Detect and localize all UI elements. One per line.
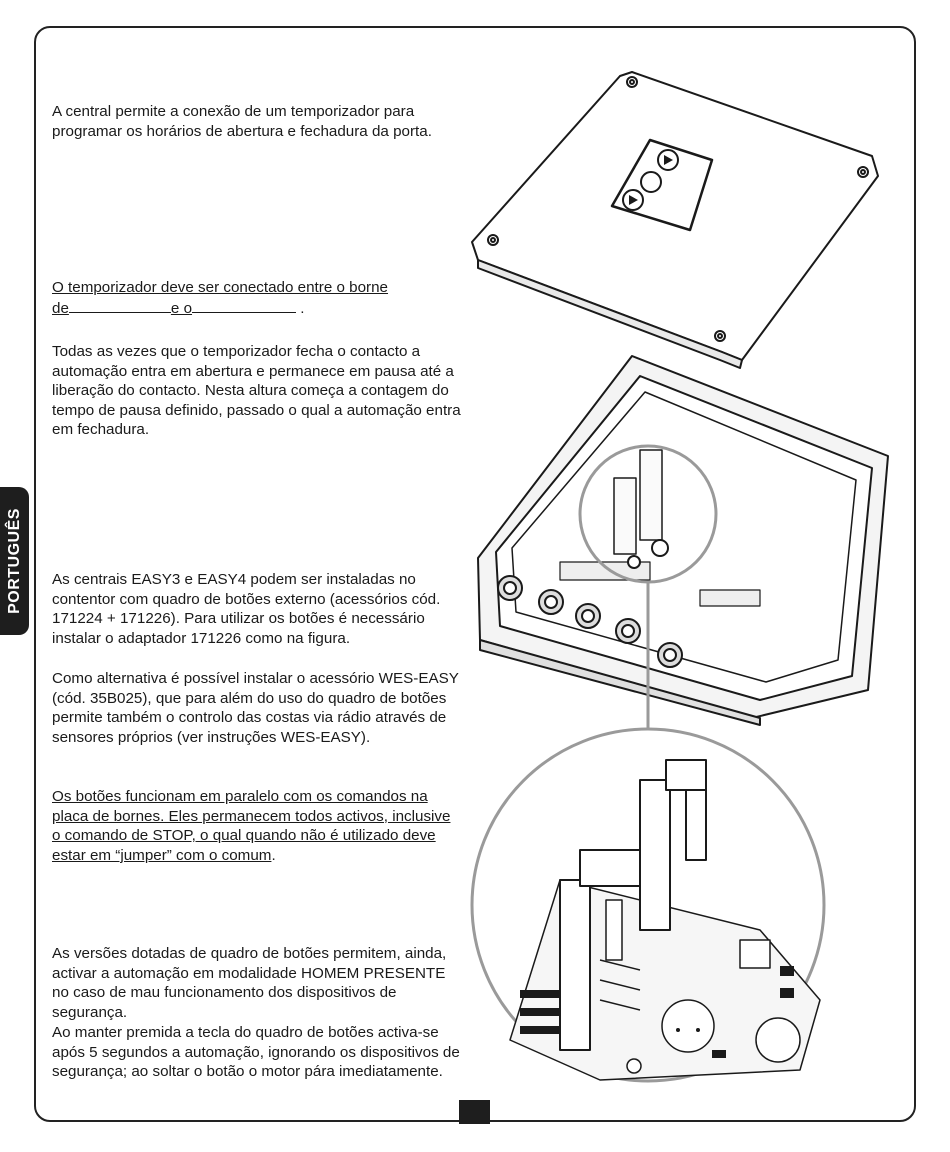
- language-tab-label: PORTUGUÊS: [5, 508, 23, 614]
- enclosure-box: [478, 356, 888, 725]
- terminal-end-punct: .: [300, 300, 305, 317]
- timer-behaviour-text: Todas as vezes que o temporizador fecha o contacto a automação entra em abertura e permanece em pausa até a liberação do contacto. Nesta altura começa a contagem do tempo de pausa definido, passado o qual a automação entra em fechadura.: [52, 343, 461, 439]
- stop-icon: [641, 172, 661, 192]
- wes-easy-text: Como alternativa é possível instalar o acessório WES-EASY (cód. 35B025), que para além do uso do quadro de botões permite também o controlo das costas via rádio através de sensores próprios (ver instruções WES-EASY).: [52, 670, 459, 746]
- timer-intro-text: A central permite a conexão de um temporizador para programar os horários de abertura e fechadura da porta.: [52, 103, 432, 140]
- terminal-de-label: de: [52, 300, 69, 317]
- enclosure-lid: [472, 72, 878, 368]
- homem-presente-text: As versões dotadas de quadro de botões permitem, ainda, activar a automação em modalidade HOMEM PRESENTE no caso de mau funcionamento dos dispositivos de segurança.: [52, 945, 447, 1021]
- timer-connect-text: O temporizador deve ser conectado entre o borne: [52, 279, 389, 296]
- terminal-eo-label: e o: [170, 300, 193, 317]
- buttons-parallel-underlined: Os botões funcionam em paralelo com os comandos na placa de bornes. Eles permanecem todos activos, inclusive o comando de STOP, o qual quando não é utilizado deve estar em “jumper” com o comum: [52, 788, 451, 864]
- keypress-text: Ao manter premida a tecla do quadro de botões activa-se após 5 segundos a automação, ignorando os dispositivos de segurança; ao soltar o botão o motor pára imediatamente.: [52, 1024, 460, 1081]
- buttons-parallel-end: .: [271, 846, 276, 864]
- easy-install-text: As centrais EASY3 e EASY4 podem ser instaladas no contentor com quadro de botões externo (acessórios cód. 171224 + 171226). Para utilizar os botões é necessário instalar o adaptador 171226 como na figura.: [52, 571, 441, 647]
- zoom-detail: [472, 729, 824, 1081]
